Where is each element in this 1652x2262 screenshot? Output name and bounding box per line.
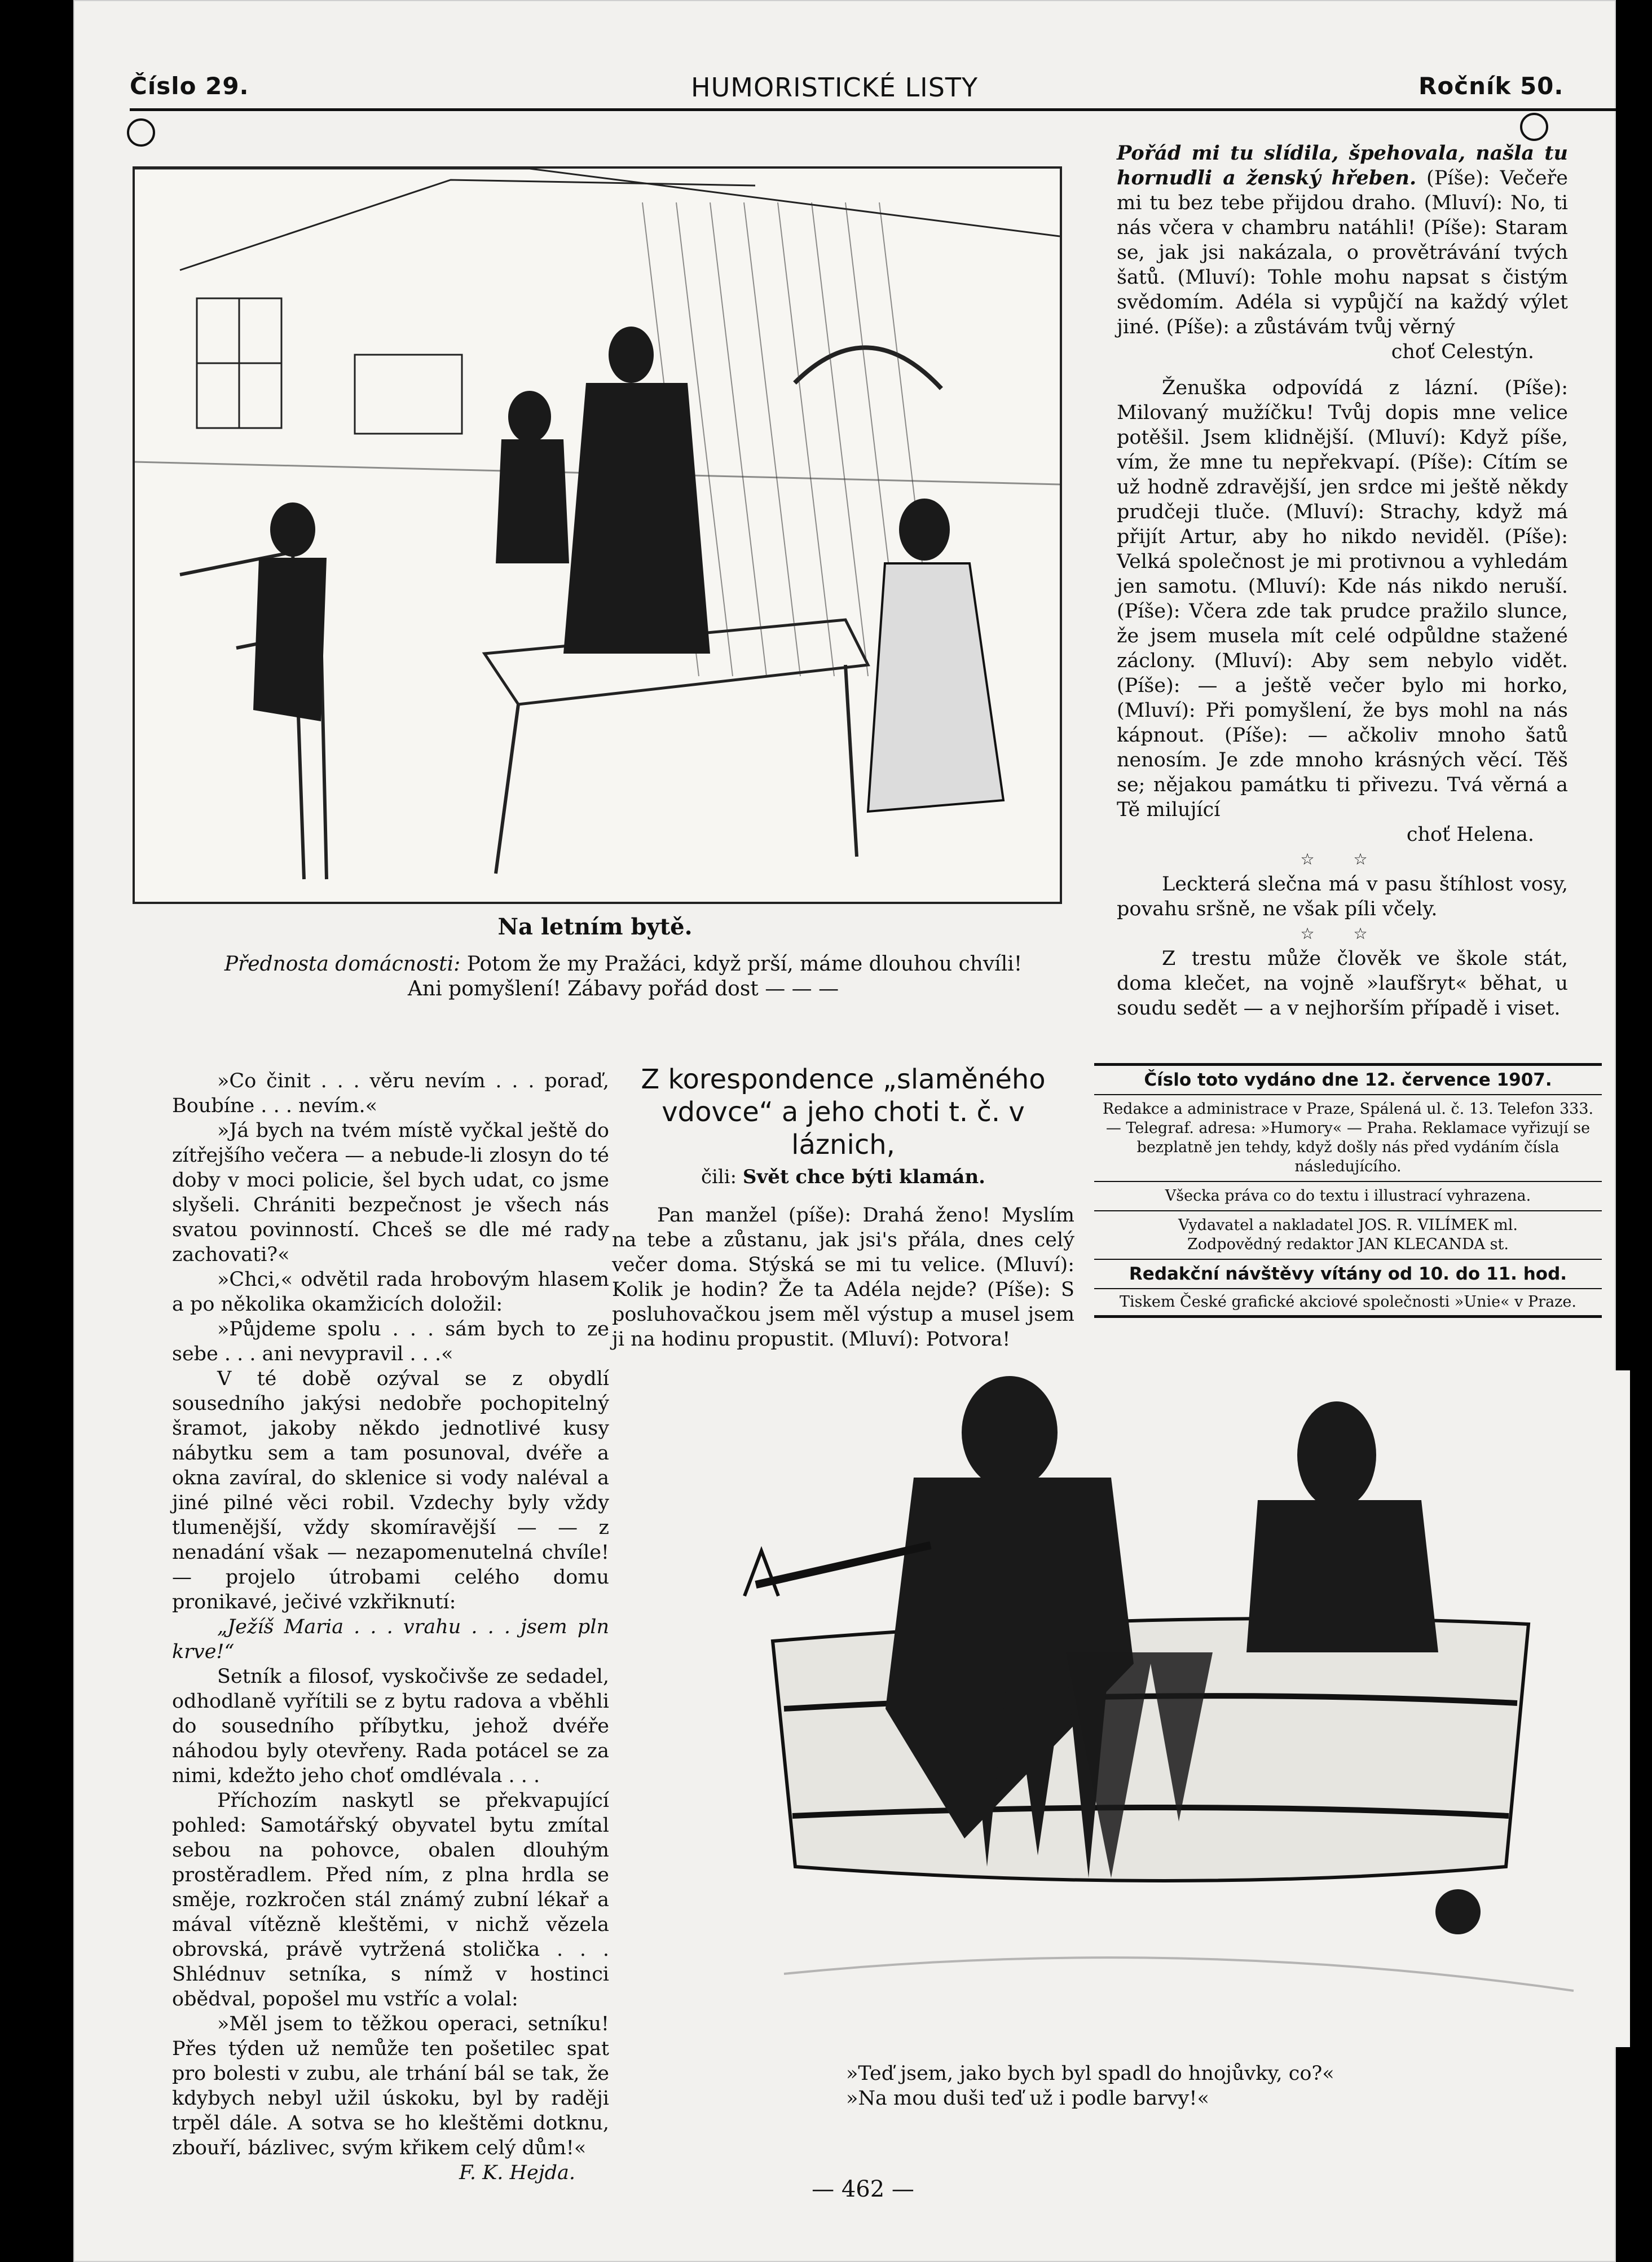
p1-italic: Pořád mi tu slídila, špehovala, našla tu hornudli a ženský hřeben. xyxy=(1117,142,1568,189)
page-number: — 462 — xyxy=(812,2176,914,2202)
publisher: Vydavatel a nakladatel JOS. R. VILÍMEK ml. xyxy=(1178,1216,1518,1234)
rainy-room-illustration xyxy=(133,166,1062,904)
illustration-title: Na letním bytě. xyxy=(497,914,693,940)
editor: Zodpovědný redaktor JAN KLECANDA st. xyxy=(1187,1236,1509,1253)
printer: Tiskem České grafické akciové společnosti »Unie« v Praze. xyxy=(1120,1293,1576,1311)
separator-stars-2: ☆ ☆ xyxy=(1300,924,1385,943)
p1-rest: (Píše): Večeře mi tu bez tebe přijdou draho. (Mluví): No, ti nás včera v chambru natáhli! (Píše): Staram se, jak jsi nakázala, o provětrávání tvých šatů. (Mluví): Tohle mohu napsat s čistým svědomím. Adéla si vypůjčí na každý výlet jiné. (Píše): a zůstávám tvůj věrný xyxy=(1117,167,1568,338)
right-text-column xyxy=(1117,141,1568,1021)
issue-number: Číslo 29. xyxy=(130,72,249,100)
article-body: Pan manžel (píše): Drahá ženo! Myslím na tebe a zůstanu, jak jsi's přála, dnes celý večer doma. Stýská se mi tu velice. (Mluví): Kolik je hodin? Že ta Adéla nejde? (Píše): S posluhovačkou jsem měl výstup a musel jsem ji na hodinu propustit. (Mluví): Potvora! xyxy=(612,1204,1074,1351)
left-ornament-icon xyxy=(127,118,155,147)
caption-speaker: Přednosta domácnosti: xyxy=(224,953,461,976)
bathtub-drawing xyxy=(671,1370,1630,2047)
newspaper-page xyxy=(73,0,1616,2262)
story-paragraph-9: »Měl jsem to těžkou operaci, setníku! Přes týden už nemůže ten pošetilec spat pro bolesti v zubu, ale trhání bál se tak, že kdybych nebyl užil úskoku, byl by raději trpěl dále. A sotva se ho kleštěmi dotknu, zbouří, bázlivec, svým křikem celý dům!« xyxy=(172,2013,609,2159)
bathtub-illustration xyxy=(671,1370,1630,2047)
article-title: Z korespondence „slaměného vdovce“ a jeho choti t. č. v láznich, xyxy=(641,1064,1046,1161)
signature-celestyn: choť Celestýn. xyxy=(1391,341,1534,363)
issue-date: Číslo toto vydáno dne 12. července 1907. xyxy=(1094,1066,1602,1095)
joke-paragraph-1: Leckterá slečna má v pasu štíhlost vosy, povahu sršně, ne však píli včely. xyxy=(1117,873,1568,920)
visiting-hours: Redakční návštěvy vítány od 10. do 11. hod. xyxy=(1094,1260,1602,1289)
story-paragraph-3: »Chci,« odvětil rada hrobovým hlasem a po několika okamžicích doložil: xyxy=(172,1268,609,1316)
story-exclamation: „Ježíš Maria . . . vrahu . . . jsem pln krve!“ xyxy=(172,1616,609,1663)
story-paragraph-2: »Já bych na tvém místě vyčkal ještě do zítřejšího večera — a nebude-li zlosyn do té doby v moci policie, šel bych udat, co jsme slyšeli. Chrániti bezpečnost je všech nás svatou povinností. Chceš se dle mé rady zachovati?« xyxy=(172,1119,609,1266)
masthead-title: HUMORISTICKÉ LISTY xyxy=(691,72,979,103)
story-paragraph-8: Příchozím naskytl se překvapující pohled: Samotářský obyvatel bytu zmítal sebou na pohovce, obalen dlouhým prostěradlem. Před ním, z plna hrdla se směje, rozkročen stál známý zubní lékař a mával vítězně kleštěmi, v nichž vězela obrovská, právě vytržená stolička . . . Shlédnuv setníka, s nímž v hostinci obědval, popošel mu vstříc a volal: xyxy=(172,1789,609,2010)
story-paragraph-5: V té době ozýval se z obydlí sousedního jakýsi nedobře pochopitelný šramot, jakoby někdo jednotlivé kusy nábytku sem a tam posunoval, dvéře a okna zavíral, do sklenice si vody naléval a jiné pilné věci robil. Vzdechy byly vždy tlumenější, vždy skomíravější — — z nenadání však — nezapomenutelná chvíle! — projelo útrobami celého domu pronikavé, ječivé vzkřiknutí: xyxy=(172,1368,609,1613)
story-author: F. K. Hejda. xyxy=(459,2162,575,2184)
right-ornament-icon xyxy=(1520,113,1548,141)
editorial-address: Redakce a administrace v Praze, Spálená ul. č. 13. Telefon 333. — Telegraf. adresa: »Humory« — Praha. Reklamace vyřizují se bezplatně jen tehdy, když došly nás před vydáním čísla následujícího. xyxy=(1094,1095,1602,1182)
left-text-column xyxy=(172,1069,609,2185)
header-rule xyxy=(130,108,1616,111)
subtitle-text: Svět chce býti klamán. xyxy=(742,1166,986,1188)
correspondence-paragraph-1 xyxy=(1117,141,1568,339)
publisher-block xyxy=(1094,1211,1602,1260)
story-paragraph-7: Setník a filosof, vyskočivše ze sedadel, odhodlaně vyřítili se z bytu radova a vběhli do sousedního příbytku, jehož dvéře náhodou byly otevřeny. Rada potácel se za nimi, kdežto jeho choť omdlévala . . . xyxy=(172,1665,609,1787)
signature-helena: choť Helena. xyxy=(1406,823,1534,846)
imprint-box xyxy=(1094,1063,1602,1318)
illustration-caption xyxy=(200,952,1046,1002)
caption-line-1: Potom že my Pražáci, když prší, máme dlouhou chvíli! xyxy=(466,953,1023,976)
separator-stars-1: ☆ ☆ xyxy=(1300,850,1385,868)
correspondence-paragraph-2: Ženuška odpovídá z lázní. (Píše): Milovaný mužíčku! Tvůj dopis mne velice potěšil. Jsem klidnější. (Mluví): Když píše, vím, že mne tu nepřekvapí. (Píše): Cítím se už hodně zdravější, jen srdce mi ještě někdy prudčeji tluče. (Mluví): Strachy, když má přijít Artur, aby ho nikdo neviděl. (Píše): Velká společnost je mi protivnou a vyhledám jen samotu. (Mluví): Kde nás nikdo neruší. (Píše): Včera zde tak prudce pražilo slunce, že jsem musela mít celé odpůldne stažené záclony. (Mluví): Aby sem nebylo vidět. (Píše): — a ještě večer bylo mi horko, (Mluví): Při pomyšlení, že bys mohl na nás kápnout. (Píše): — ačkoliv mnoho šatů nenosím. Je zde mnoho krásných věcí. Těš se; nějakou památku ti přivezu. Tvá věrná a Tě milující xyxy=(1117,377,1568,821)
volume-number: Ročník 50. xyxy=(1418,72,1564,100)
story-paragraph-4: »Půjdeme spolu . . . sám bych to ze sebe . . . ani nevypravil . . .« xyxy=(172,1318,609,1365)
story-paragraph-1: »Co činit . . . věru nevím . . . poraď, Boubíne . . . nevím.« xyxy=(172,1070,609,1117)
rights-notice: Všecka práva co do textu i illustrací vyhrazena. xyxy=(1094,1182,1602,1211)
middle-article xyxy=(612,1063,1074,1352)
subtitle-prefix: čili: xyxy=(701,1166,737,1188)
rain-scene-drawing xyxy=(135,169,1060,902)
joke-paragraph-2: Z trestu může člověk ve škole stát, doma klečet, na vojně »laufšryt« běhat, u soudu sedět — a v nejhorším případě i viset. xyxy=(1117,947,1568,1020)
caption-line-2: Ani pomyšlení! Zábavy pořád dost — — — xyxy=(407,977,839,1000)
bottom-caption-line-1: »Teď jsem, jako bych byl spadl do hnojůvky, co?« xyxy=(846,2062,1334,2085)
bottom-caption xyxy=(846,2061,1354,2111)
bottom-caption-line-2: »Na mou duši teď už i podle barvy!« xyxy=(846,2087,1209,2110)
article-subtitle xyxy=(612,1165,1074,1189)
